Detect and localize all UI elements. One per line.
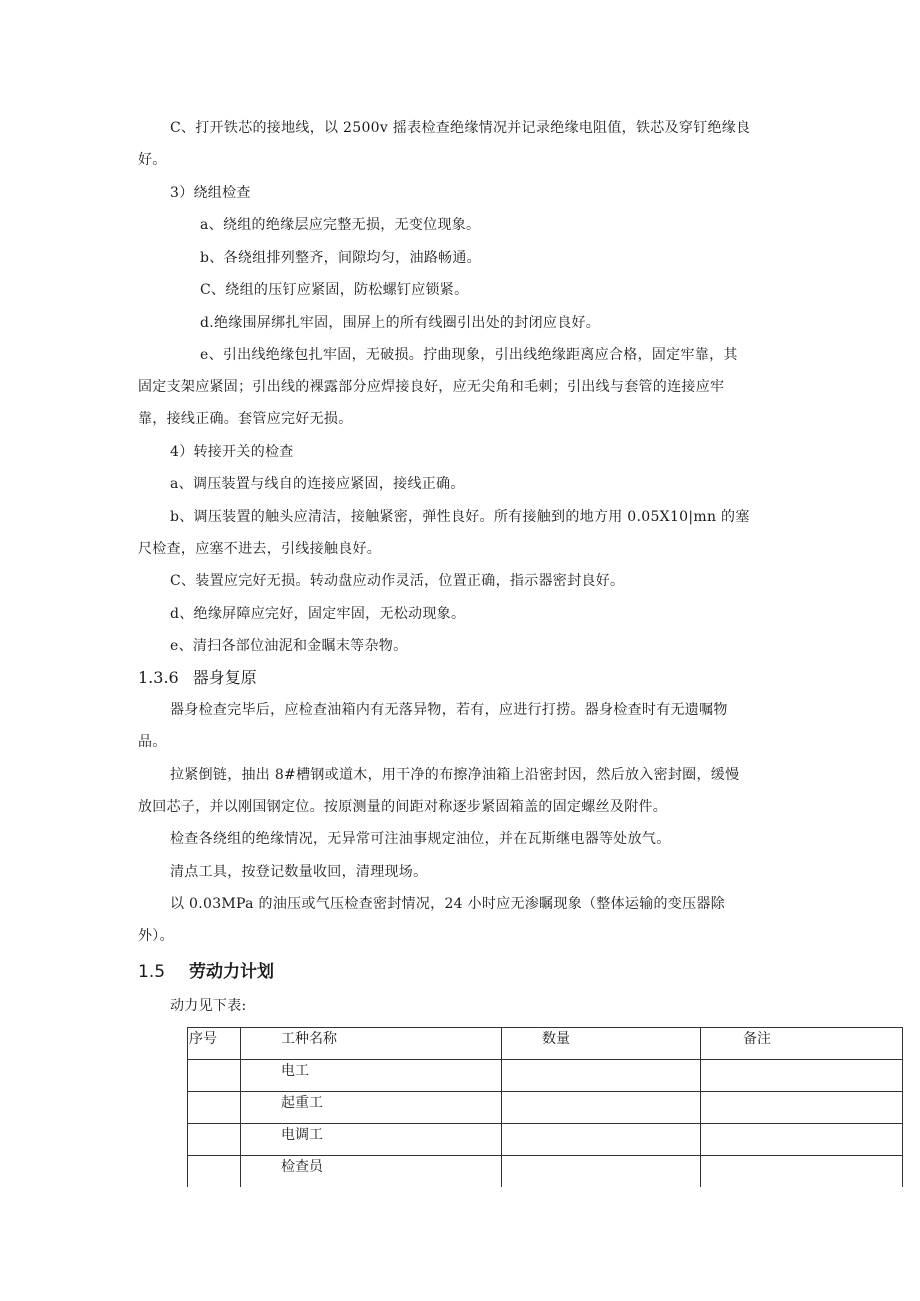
para-line: e、清扫各部位油泥和金瞩末等杂物。 [170,638,408,654]
table-cell: 电工 [241,1060,502,1092]
table-row [188,1156,903,1188]
table-header-row [188,1028,903,1060]
table-cell [188,1124,241,1156]
para-line: 固定支架应紧固；引出线的裸露部分应焊接良好，应无尖角和毛刺；引出线与套管的连接应牢 [138,379,725,395]
para-line: 以 0.03MPa 的油压或气压检查密封情况，24 小时应无渗瞩现象（整体运输的变压器除 [170,896,726,912]
section-heading-15 [138,960,274,984]
para-line: C、打开铁芯的接地线，以 2500v 摇表检查绝缘情况并记录绝缘电阻值，铁芯及穿钉绝缘良 [170,120,751,136]
para-line: C、绕组的压钉应紧固，防松螺钉应锁紧。 [200,282,469,298]
para-line: C、装置应完好无损。转动盘应动作灵活，位置正确，指示器密封良好。 [170,573,625,589]
para-line: d、绝缘屏障应完好，固定牢固，无松动现象。 [170,606,466,622]
para-line: a、调压装置与线自的连接应紧固，接线正确。 [170,476,465,492]
para-line: d.绝缘围屏绑扎牢固，围屏上的所有线圈引出处的封闭应良好。 [200,315,601,331]
section-title: 劳动力计划 [189,962,275,982]
table-intro: 动力见下表: [170,998,247,1014]
table-row [188,1124,903,1156]
table-cell [188,1092,241,1124]
header-cell: 序号 [188,1028,241,1060]
para-line: 尺检查，应塞不进去，引线接触良好。 [138,541,382,557]
table-cell [502,1060,701,1092]
table-cell [701,1124,903,1156]
para-line: 好。 [138,152,167,168]
para-line: b、各绕组排列整齐，间隙均匀，油路畅通。 [200,250,481,266]
table-cell [188,1060,241,1092]
section-number: 1.5 [138,962,166,982]
table-cell [701,1092,903,1124]
table-cell [188,1156,241,1188]
para-line: a、绕组的绝缘层应完整无损，无变位现象。 [200,217,481,233]
table-row [188,1092,903,1124]
para-line: 外）。 [138,928,174,944]
table-cell [502,1092,701,1124]
table-cell: 电调工 [241,1124,502,1156]
para-line: e、引出线绝缘包扎牢固，无破损。拧曲现象，引出线绝缘距离应合格，固定牢靠，其 [200,347,738,363]
section-heading-136 [138,667,257,689]
para-line: 检查各绕组的绝缘情况，无异常可注油事规定油位，并在瓦斯继电器等处放气。 [170,831,671,847]
labor-plan-table [187,1027,903,1187]
table-row [188,1060,903,1092]
para-line: 靠，接线正确。套管应完好无损。 [138,411,353,427]
para-line: 器身检查完毕后，应检查油箱内有无落异物，若有，应进行打捞。器身检查时有无遗嘱物 [170,702,728,718]
table-cell [502,1124,701,1156]
subheading-winding-check: 3）绕组检查 [170,185,251,201]
table-cell: 起重工 [241,1092,502,1124]
table-cell [502,1156,701,1188]
section-number: 1.3.6 [138,668,179,687]
para-line: 放回芯子，并以刚国钢定位。按原测量的间距对称逐步紧固箱盖的固定螺丝及附件。 [138,799,668,815]
para-line: 品。 [138,734,167,750]
para-line: b、调压装置的触头应清洁，接触紧密，弹性良好。所有接触到的地方用 0.05X10|mn 的塞 [170,509,750,525]
section-title: 器身复原 [192,668,257,687]
para-line: 拉紧倒链，抽出 8#槽钢或道木，用干净的布擦净油箱上沿密封因，然后放入密封圈，缓慢 [170,767,740,783]
subheading-switch-check: 4）转接开关的检查 [170,444,294,460]
table-cell [701,1060,903,1092]
para-line: 清点工具，按登记数量收回，清理现场。 [170,864,428,880]
header-cell: 数量 [502,1028,701,1060]
table-cell: 检查员 [241,1156,502,1188]
header-cell: 备注 [701,1028,903,1060]
header-cell: 工种名称 [241,1028,502,1060]
table-cell [701,1156,903,1188]
